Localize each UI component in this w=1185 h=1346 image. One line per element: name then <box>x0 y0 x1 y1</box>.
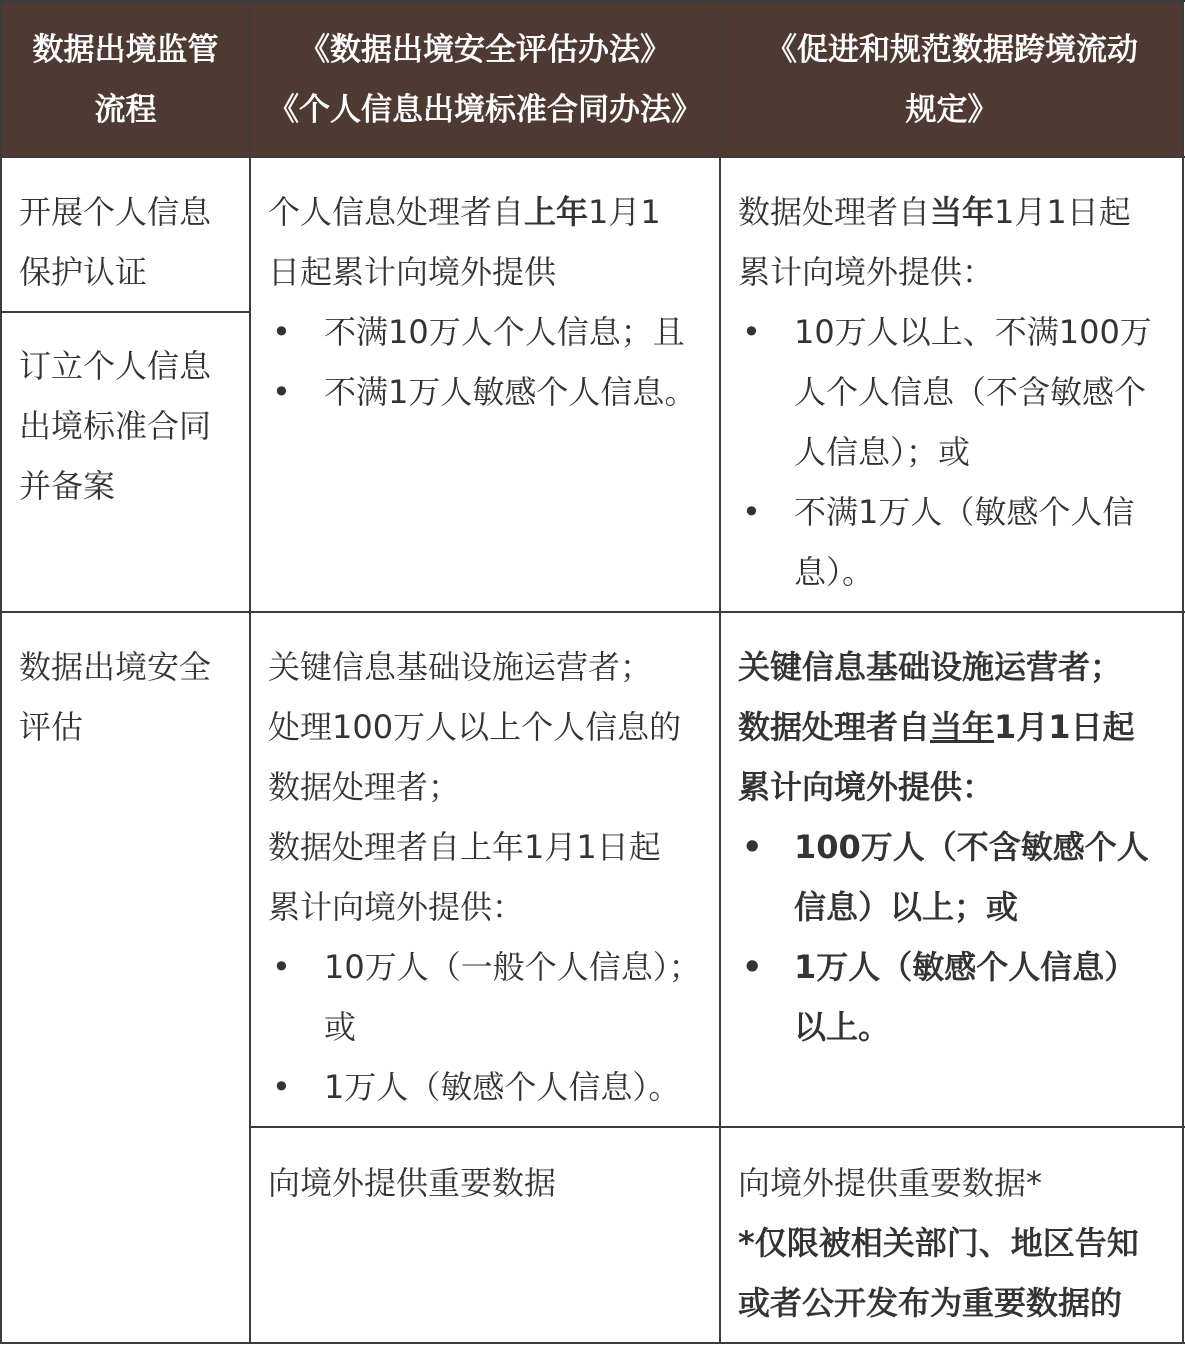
cell-text: 保护认证 <box>19 253 148 291</box>
cell-text: 向境外提供重要数据 <box>268 1164 557 1202</box>
grid-line-row2-split <box>250 1126 1185 1128</box>
grid-line-col2 <box>719 0 721 1344</box>
header-process-line: 流程 <box>94 91 157 128</box>
header-process <box>2 2 249 157</box>
text-run: 数据处理者自 <box>738 193 931 231</box>
bullet-text: • 10万人（一般个人信息）； <box>324 948 701 986</box>
bullet-text: 以上。 <box>794 1008 891 1046</box>
cell-text: 评估 <box>19 708 84 746</box>
row1-new-rules-cell <box>738 182 1152 602</box>
text-run: 1月1 <box>588 193 661 231</box>
bullet-item: • 不满10万人个人信息；且 <box>268 302 696 362</box>
row3-new-rules-cell <box>738 1153 1139 1333</box>
row1-old-rules-cell <box>268 182 696 422</box>
cell-text: 并备案 <box>19 467 116 505</box>
grid-line-outer-bottom <box>0 1342 1185 1344</box>
grid-line-row1-bottom <box>0 611 1185 613</box>
header-new-rules-line: 规定》 <box>905 91 999 128</box>
cell-text: 数据处理者； <box>268 768 461 806</box>
cell-text: 数据出境安全 <box>19 648 212 686</box>
bullet-text: 人个人信息（不含敏感个 <box>794 373 1147 411</box>
text-run: 1月1日起 <box>994 193 1131 231</box>
bullet-text: • 1万人（敏感个人信息）。 <box>324 1068 681 1106</box>
bullet-text: • 100万人（不含敏感个人 <box>794 828 1149 866</box>
text-run-underline: 当年 <box>930 708 995 746</box>
cell-text <box>268 182 696 242</box>
grid-line-row1-split <box>0 311 250 313</box>
footnote-text: 或者公开发布为重要数据的 <box>738 1284 1123 1322</box>
process-certification-cell <box>19 182 211 302</box>
bullet-item <box>738 482 1152 602</box>
bullet-text: • 10万人以上、不满100万 <box>794 313 1152 351</box>
header-old-rules <box>251 2 719 157</box>
cell-text: 订立个人信息 <box>19 347 212 385</box>
cell-text: 开展个人信息 <box>19 193 212 231</box>
cell-text <box>738 697 1149 757</box>
header-old-rules-line: 《数据出境安全评估办法》 <box>299 31 671 68</box>
cell-text <box>738 182 1152 242</box>
grid-line-header-bottom <box>0 156 1185 158</box>
bullet-text: • 1万人（敏感个人信息） <box>794 948 1137 986</box>
header-old-rules-line: 《个人信息出境标准合同办法》 <box>268 91 702 128</box>
cell-text: 向境外提供重要数据* <box>738 1164 1043 1202</box>
cell-text: 数据处理者自上年1月1日起 <box>268 828 661 866</box>
cell-text: 日起累计向境外提供 <box>268 253 557 291</box>
bullet-text: 息）。 <box>794 553 875 591</box>
process-security-assessment-cell <box>19 637 211 757</box>
bullet-item <box>738 937 1149 1057</box>
cell-text: 累计向境外提供： <box>738 253 995 291</box>
cell-text: 累计向境外提供： <box>738 768 995 806</box>
text-run: 1月1日起 <box>994 708 1135 746</box>
cell-text: 累计向境外提供： <box>268 888 525 926</box>
bullet-text: 人信息）；或 <box>794 433 971 471</box>
text-run: 数据处理者自 <box>738 708 931 746</box>
bullet-text: 信息）以上；或 <box>794 888 1019 926</box>
row2-old-rules-cell <box>268 637 701 1117</box>
grid-line-outer-top <box>0 0 1185 2</box>
grid-line-right <box>1182 0 1184 1344</box>
grid-line-col1 <box>249 0 251 1344</box>
header-new-rules-line: 《促进和规范数据跨境流动 <box>766 31 1138 68</box>
header-process-line: 数据出境监管 <box>32 31 219 68</box>
bullet-item <box>738 302 1152 482</box>
cell-text: 处理100万人以上个人信息的 <box>268 708 682 746</box>
bullet-text: 或 <box>324 1008 357 1046</box>
cell-text: 关键信息基础设施运营者； <box>268 648 653 686</box>
bullet-text: • 不满1万人（敏感个人信 <box>794 493 1135 531</box>
cell-text: 出境标准合同 <box>19 407 212 445</box>
footnote-text: *仅限被相关部门、地区告知 <box>738 1224 1139 1262</box>
bullet-item <box>268 1057 701 1117</box>
header-new-rules <box>721 2 1183 157</box>
bullet-item <box>268 937 701 1057</box>
text-run: 个人信息处理者自 <box>268 193 525 231</box>
grid-line-left <box>0 0 2 1344</box>
cell-text: 关键信息基础设施运营者； <box>738 648 1123 686</box>
bullet-item <box>738 817 1149 937</box>
text-run-bold: 上年 <box>524 193 589 231</box>
bullet-item: • 不满1万人敏感个人信息。 <box>268 362 696 422</box>
row2-new-rules-cell <box>738 637 1149 1057</box>
row3-old-rules-cell <box>268 1153 556 1213</box>
process-standard-contract-cell <box>19 336 211 516</box>
text-run-bold: 当年 <box>930 193 995 231</box>
